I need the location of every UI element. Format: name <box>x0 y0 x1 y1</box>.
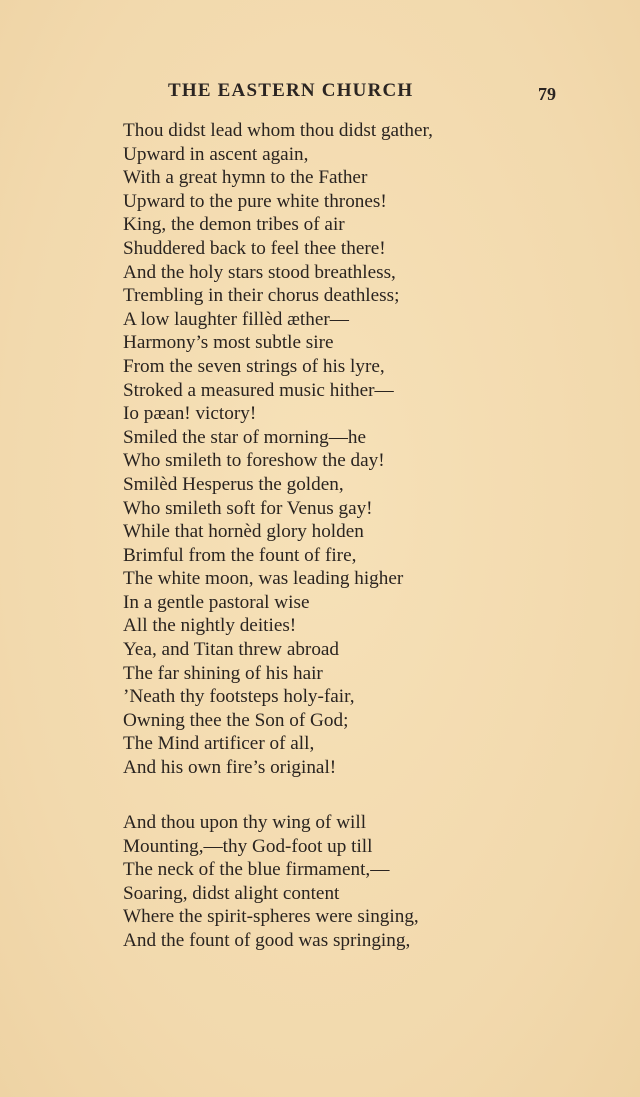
poem-line: The far shining of his hair <box>123 662 323 684</box>
poem-line: Smiled the star of morning—he <box>123 426 367 448</box>
poem-line: Mounting,—thy God-foot up till <box>123 835 373 857</box>
poem-line: The Mind artificer of all, <box>123 733 315 755</box>
poem-line: Io pæan! victory! <box>123 403 257 425</box>
poem-line: And his own fire’s original! <box>123 757 337 779</box>
stanza <box>123 119 433 780</box>
poem-line: Smilèd Hesperus the golden, <box>123 473 344 495</box>
poem-line: A low laughter fillèd æther— <box>123 308 349 330</box>
poem-line: All the nightly deities! <box>123 615 297 637</box>
poem-line: From the seven strings of his lyre, <box>123 355 385 377</box>
poem-line: Upward in ascent again, <box>123 143 309 165</box>
poem-line: With a great hymn to the Father <box>123 167 368 189</box>
poem-line: Soaring, didst alight content <box>123 882 340 904</box>
poem-line: The white moon, was leading higher <box>123 568 404 590</box>
poem-line: In a gentle pastoral wise <box>123 591 310 613</box>
poem-line: Who smileth soft for Venus gay! <box>123 497 373 519</box>
poem-line: Stroked a measured music hither— <box>123 379 394 401</box>
poem-line: Who smileth to foreshow the day! <box>123 450 385 472</box>
poem-line: Harmony’s most subtle sire <box>123 332 334 354</box>
poem-line: The neck of the blue firmament,— <box>123 859 390 881</box>
poem-line: Brimful from the fount of fire, <box>123 544 357 566</box>
poem-line: ’Neath thy footsteps holy-fair, <box>123 686 355 708</box>
poem-line: Owning thee the Son of God; <box>123 709 349 731</box>
poem-line: Trembling in their chorus deathless; <box>123 285 400 307</box>
poem-line: And the holy stars stood breathless, <box>123 261 396 283</box>
poem-line: King, the demon tribes of air <box>123 214 345 236</box>
poem-line: Where the spirit-spheres were singing, <box>123 906 419 928</box>
poem-line: Shuddered back to feel thee there! <box>123 237 386 259</box>
poem-line: While that hornèd glory holden <box>123 521 364 543</box>
poem-line: Yea, and Titan threw abroad <box>123 639 340 661</box>
stanza <box>123 811 419 953</box>
poem-line: Upward to the pure white thrones! <box>123 190 387 212</box>
poem-line: And thou upon thy wing of will <box>123 812 367 833</box>
page-number: 79 <box>538 84 556 104</box>
poem-line: Thou didst lead whom thou didst gather, <box>123 120 433 141</box>
poem-line: And the fount of good was springing, <box>123 929 411 951</box>
running-head: THE EASTERN CHURCH <box>168 80 414 101</box>
